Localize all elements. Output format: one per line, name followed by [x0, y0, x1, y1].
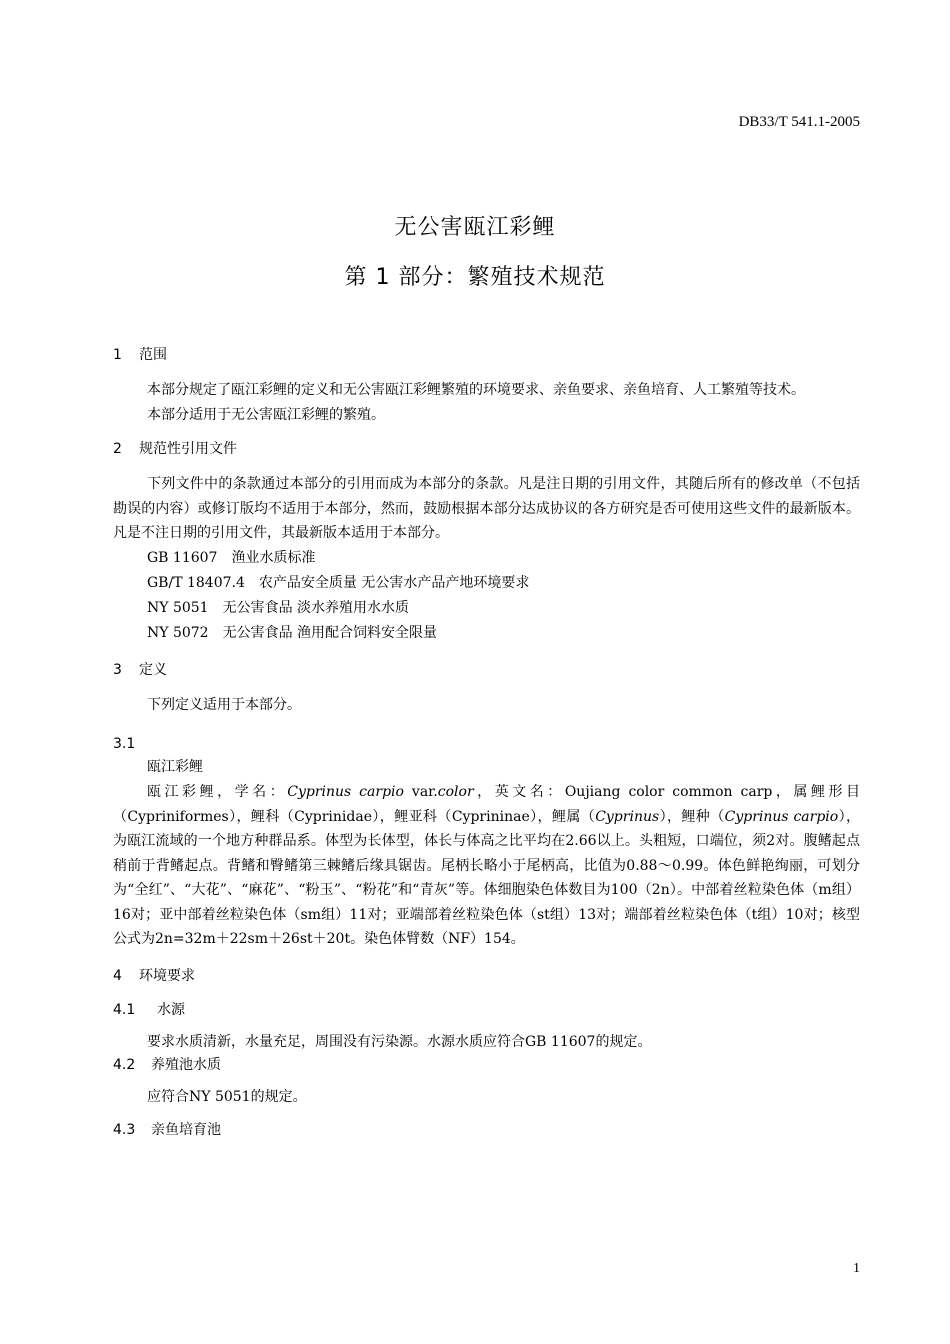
- section-title: 环境要求: [139, 967, 195, 984]
- reference-code: GB/T 18407.4: [147, 574, 245, 591]
- subsection-number: 4.2: [113, 1057, 136, 1073]
- section-number: 4: [113, 967, 122, 984]
- subsection-heading-pond-water-quality: [113, 1054, 860, 1076]
- section-title: 规范性引用文件: [139, 441, 237, 457]
- text-run: var.: [403, 784, 438, 800]
- text-run: ，英文名：Oujiang color common carp，属鲤形目（Cypriniformes），鲤科（Cyprinidae），鲤亚科（Cyprininae），鲤属（: [113, 784, 861, 825]
- reference-code: NY 5051: [147, 599, 209, 616]
- scientific-name: Cyprinus: [595, 808, 660, 825]
- reference-code: NY 5072: [147, 624, 209, 641]
- scientific-name: Cyprinus carpio: [287, 784, 404, 800]
- subsection-title: 养殖池水质: [151, 1057, 221, 1073]
- subsection-number: 4.3: [113, 1121, 136, 1138]
- term-definition: [113, 780, 860, 952]
- subsection-heading-water-source: [113, 999, 860, 1021]
- page-number: 1: [853, 1261, 860, 1276]
- reference-name: 农产品安全质量 无公害水产品产地环境要求: [258, 574, 530, 591]
- reference-name: 无公害食品 淡水养殖用水水质: [222, 599, 410, 616]
- paragraph: 下列文件中的条款通过本部分的引用而成为本部分的条款。凡是注日期的引用文件，其随后所有的修改单（不包括勘误的内容）或修订版均不适用于本部分，然而，鼓励根据本部分达成协议的各方研究是否可使用这些文件的最新版本。凡是不注日期的引用文件，其最新版本适用于本部分。: [113, 476, 860, 541]
- paragraph: 应符合NY 5051的规定。: [147, 1089, 307, 1105]
- reference-item: [113, 596, 860, 621]
- term-number: 3.1: [113, 736, 136, 752]
- scientific-name: color: [437, 784, 474, 800]
- subsection-title: 亲鱼培育池: [151, 1121, 221, 1138]
- section-heading-scope: [113, 344, 860, 366]
- document-code: DB33/T 541.1-2005: [738, 114, 860, 130]
- term-name: 瓯江彩鲤: [147, 759, 203, 775]
- section-heading-environment: [113, 965, 860, 987]
- text-run: ），鲤种（: [659, 808, 725, 825]
- text-run: 瓯江彩鲤，学名：: [147, 784, 288, 800]
- subsection-number: 4.1: [113, 1001, 136, 1018]
- paragraph: 下列定义适用于本部分。: [147, 696, 301, 713]
- subsection-title: 水源: [157, 1001, 185, 1018]
- paragraph: 本部分适用于无公害瓯江彩鲤的繁殖。: [147, 406, 385, 423]
- section-number: 1: [113, 347, 122, 363]
- subsection-heading-broodstock-pond: [113, 1119, 860, 1141]
- section-number: 2: [113, 441, 122, 457]
- reference-code: GB 11607: [147, 549, 218, 566]
- paragraph: 本部分规定了瓯江彩鲤的定义和无公害瓯江彩鲤繁殖的环境要求、亲鱼要求、亲鱼培育、人工繁殖等技术。: [147, 382, 805, 398]
- paragraph: 要求水质清新，水量充足，周围没有污染源。水源水质应符合GB 11607的规定。: [147, 1033, 652, 1050]
- reference-item: [113, 571, 860, 596]
- section-heading-definitions: [113, 659, 860, 681]
- text-run: ），为瓯江流域的一个地方种群品系。体型为长体型，体长与体高之比平均在2.66以上。头粗短，口端位，须2对。腹鳍起点稍前于背鳍起点。背鳍和臀鳍第三棘鳍后缘具锯齿。尾柄长略小于尾柄高，比值为0.88～0.99。体色鲜艳绚丽，可划分为“全红”、“大花”、“麻花”、“粉玉”、“粉花”和“青灰”等。体细胞染色体数目为100（2n）。中部着丝粒染色体（m组）16对；亚中部着丝粒染色体（sm组）11对；亚端部着丝粒染色体（st组）13对；端部着丝粒染色体（t组）10对；核型公式为2n=32m＋22sm＋26st＋20t。染色体臂数（NF）154。: [113, 808, 861, 947]
- document-title: 无公害瓯江彩鲤: [394, 215, 556, 240]
- reference-item: [113, 621, 860, 646]
- section-title: 定义: [139, 661, 167, 678]
- document-subtitle: 第 1 部分：繁殖技术规范: [344, 265, 606, 290]
- reference-name: 无公害食品 渔用配合饲料安全限量: [222, 624, 438, 641]
- section-title: 范围: [139, 347, 167, 363]
- section-heading-normative-references: [113, 438, 860, 460]
- document-body: [113, 344, 860, 1141]
- reference-item: [113, 546, 860, 571]
- scientific-name: Cyprinus carpio: [724, 808, 839, 825]
- section-number: 3: [113, 661, 122, 678]
- reference-name: 渔业水质标准: [231, 549, 316, 566]
